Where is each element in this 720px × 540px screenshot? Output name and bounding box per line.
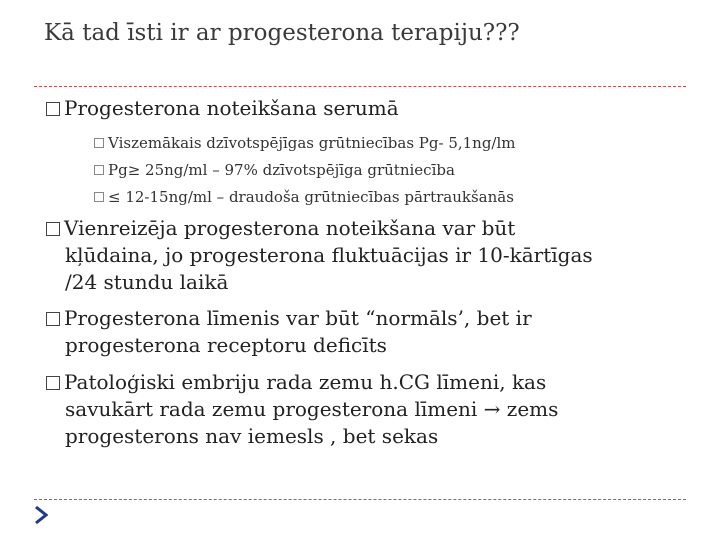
checkbox-bullet-icon — [46, 102, 60, 116]
bullet-4-line-3: progesterons nav iemesls , bet sekas — [65, 424, 439, 448]
checkbox-bullet-icon — [46, 376, 60, 390]
bullet-2 — [46, 215, 593, 296]
top-divider — [34, 86, 686, 87]
checkbox-bullet-icon — [94, 138, 104, 148]
bullet-1-text: Progesterona noteikšana serumā — [64, 96, 399, 120]
sub-bullet-1 — [94, 133, 516, 153]
sub-bullet-3 — [94, 187, 514, 207]
bullet-3-line-2: progesterona receptoru deficīts — [65, 333, 387, 357]
bullet-4 — [46, 369, 558, 450]
sub-bullet-2-text: Pg≥ 25ng/ml – 97% dzīvotspējīga grūtniecība — [108, 161, 455, 179]
bottom-divider — [34, 499, 686, 500]
bullet-2-line-2: kļūdaina, jo progesterona fluktuācijas ir 10-kārtīgas — [65, 243, 593, 267]
sub-bullet-3-text: ≤ 12-15ng/ml – draudoša grūtniecības pārtraukšanās — [108, 188, 514, 206]
sub-bullet-2 — [94, 160, 455, 180]
bullet-1 — [46, 95, 399, 122]
checkbox-bullet-icon — [46, 312, 60, 326]
next-slide-arrow-icon[interactable] — [34, 505, 48, 525]
bullet-4-line-1: Patoloģiski embriju rada zemu h.CG līmeni, kas — [64, 370, 547, 394]
bullet-2-line-3: /24 stundu laikā — [65, 270, 229, 294]
bullet-2-line-1: Vienreizēja progesterona noteikšana var būt — [64, 216, 516, 240]
bullet-3-line-1: Progesterona līmenis var būt “normāls’, bet ir — [64, 306, 532, 330]
sub-bullet-1-text: Viszemākais dzīvotspējīgas grūtniecības Pg- 5,1ng/lm — [108, 134, 516, 152]
slide-title: Kā tad īsti ir ar progesterona terapiju??? — [44, 20, 520, 46]
checkbox-bullet-icon — [94, 192, 104, 202]
checkbox-bullet-icon — [94, 165, 104, 175]
checkbox-bullet-icon — [46, 222, 60, 236]
bullet-4-line-2: savukārt rada zemu progesterona līmeni → zems — [65, 397, 559, 421]
bullet-3 — [46, 305, 532, 359]
